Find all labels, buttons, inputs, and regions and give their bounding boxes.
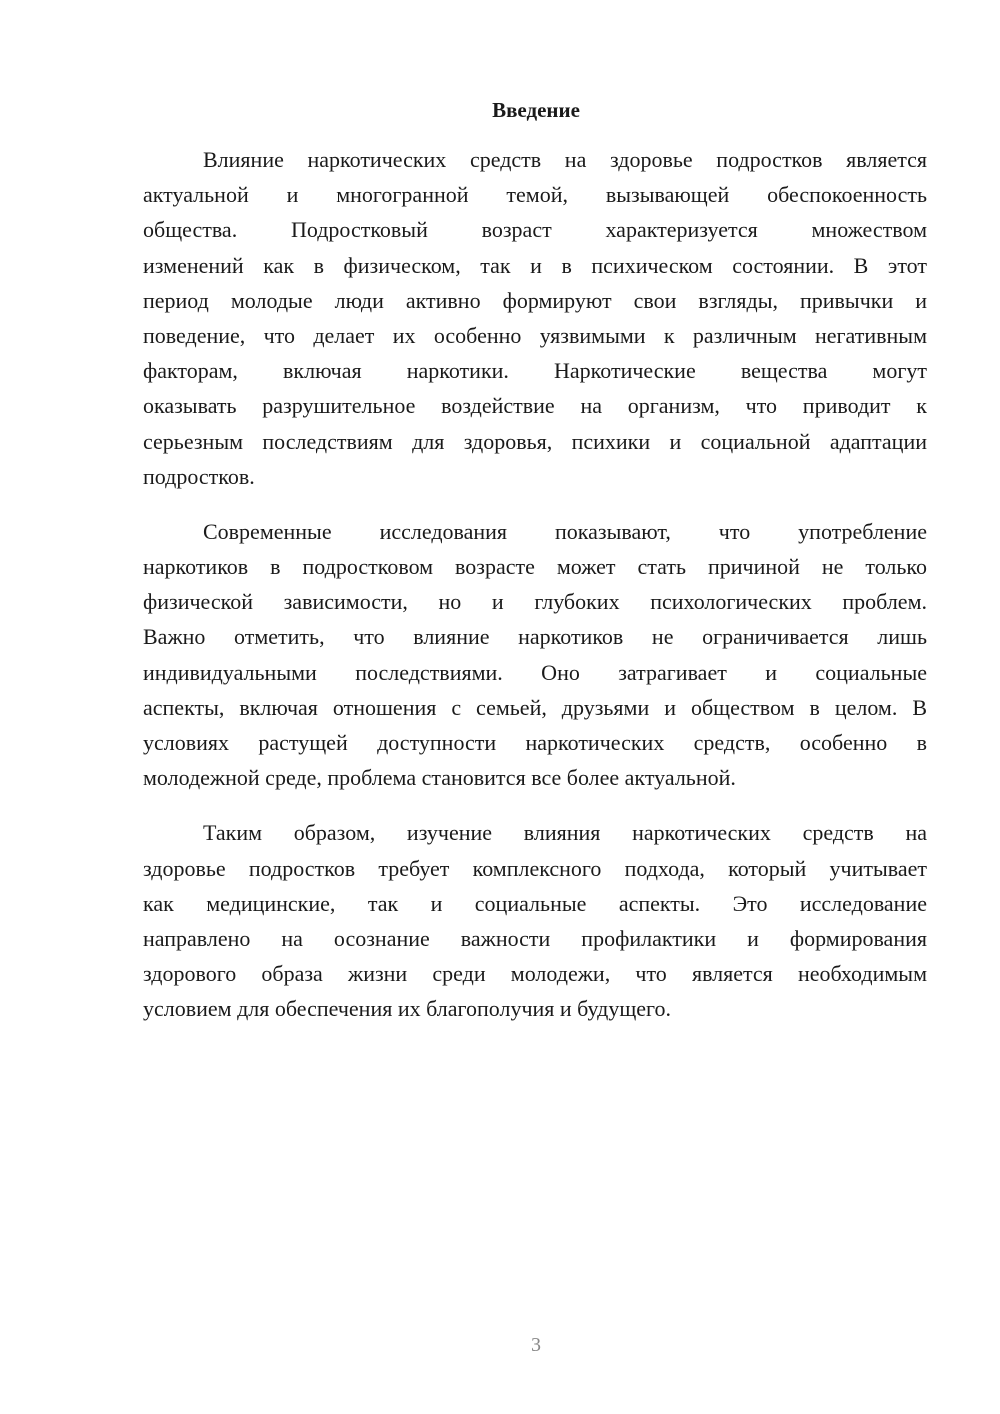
- page-number: 3: [531, 1334, 541, 1356]
- text-line: молодежной среде, проблема становится все более актуальной.: [143, 765, 736, 791]
- text-line: факторам, включая наркотики. Наркотические вещества могут: [143, 358, 927, 384]
- document-body: [143, 142, 927, 1047]
- paragraph: [143, 514, 927, 796]
- text-line: наркотиков в подростковом возрасте может стать причиной не только: [143, 554, 927, 580]
- text-line: физической зависимости, но и глубоких психологических проблем.: [143, 589, 927, 615]
- text-line: условием для обеспечения их благополучия и будущего.: [143, 996, 672, 1022]
- paragraph: [143, 815, 927, 1026]
- text-line: актуальной и многогранной темой, вызывающей обеспокоенность: [143, 182, 927, 208]
- text-line: здорового образа жизни среди молодежи, что является необходимым: [143, 961, 927, 987]
- text-line: Важно отметить, что влияние наркотиков не ограничивается лишь: [143, 624, 927, 650]
- text-line: направлено на осознание важности профилактики и формирования: [143, 925, 927, 951]
- text-line: условиях растущей доступности наркотических средств, особенно в: [143, 730, 927, 755]
- text-line: здоровье подростков требует комплексного подхода, который учитывает: [143, 855, 927, 881]
- text-line: индивидуальными последствиями. Оно затрагивает и социальные: [143, 659, 927, 685]
- text-line: Таким образом, изучение влияния наркотических средств на: [203, 820, 927, 846]
- text-line: общества. Подростковый возраст характеризуется множеством: [143, 217, 927, 243]
- text-line: поведение, что делает их особенно уязвимыми к различным негативным: [143, 322, 927, 348]
- text-line: как медицинские, так и социальные аспекты. Это исследование: [143, 890, 927, 916]
- text-line: оказывать разрушительное воздействие на организм, что приводит к: [143, 393, 927, 419]
- text-line: серьезным последствиям для здоровья, психики и социальной адаптации: [143, 428, 927, 454]
- section-title: Введение: [492, 98, 580, 122]
- text-line: Современные исследования показывают, что употребление: [203, 518, 927, 544]
- text-line: изменений как в физическом, так и в психическом состоянии. В этот: [143, 252, 927, 278]
- paragraph: [143, 142, 927, 494]
- text-line: подростков.: [143, 463, 255, 489]
- text-line: аспекты, включая отношения с семьей, друзьями и обществом в целом. В: [143, 694, 927, 720]
- text-line: период молодые люди активно формируют свои взгляды, привычки и: [143, 287, 927, 313]
- text-line: Влияние наркотических средств на здоровье подростков является: [203, 147, 927, 172]
